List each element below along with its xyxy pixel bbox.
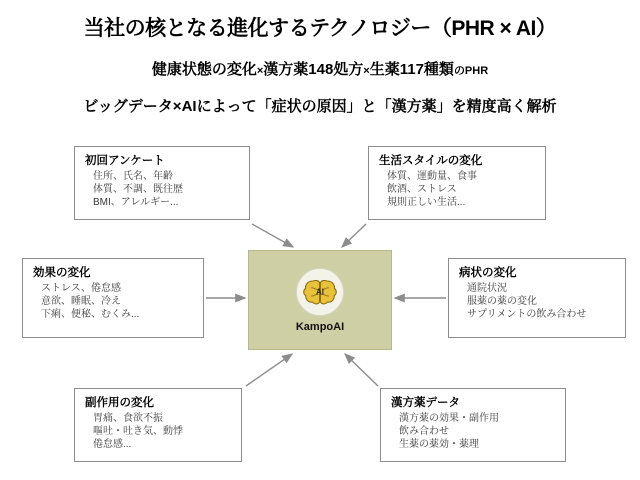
node-line: サプリメントの飲み合わせ — [467, 309, 587, 320]
node-line: 通院状況 — [467, 283, 507, 294]
node-line: 漢方薬の効果・副作用 — [399, 413, 499, 424]
node-title: 生活スタイルの変化 — [379, 155, 483, 167]
subtitle-multiply-2: × — [363, 65, 370, 77]
node-line: 下痢、便秘、むくみ... — [41, 309, 140, 320]
node-line: ストレス、倦怠感 — [41, 283, 121, 294]
node-line: 体質、不調、既往歴 — [93, 184, 183, 195]
arrow-lifestyle-to-center — [342, 224, 366, 247]
node-title: 効果の変化 — [33, 267, 91, 279]
brain-ai-icon — [296, 268, 344, 316]
subtitle-multiply-1: × — [256, 65, 264, 77]
subtitle-part-kampo: 漢方薬148処方 — [263, 61, 364, 78]
node-lifestyle[interactable] — [368, 146, 546, 220]
node-initial-survey[interactable] — [74, 146, 250, 220]
node-line: 意欲、睡眠、冷え — [41, 296, 121, 307]
node-line: 飲み合わせ — [399, 426, 449, 437]
node-title: 漢方薬データ — [391, 397, 460, 409]
subtitle-primary — [0, 58, 640, 79]
subtitle-part-herb: 生薬117種類 — [369, 61, 454, 78]
node-line: 飲酒、ストレス — [387, 184, 457, 195]
node-title: 副作用の変化 — [85, 397, 154, 409]
node-lines — [379, 170, 537, 209]
node-lines — [33, 282, 195, 321]
node-line: BMI、アレルギー... — [93, 197, 179, 208]
subtitle-part-health: 健康状態の変化 — [151, 61, 257, 78]
center-node-kampoai[interactable] — [248, 250, 392, 350]
node-title: 病状の変化 — [459, 267, 517, 279]
node-side-effect[interactable] — [74, 388, 242, 462]
node-lines — [391, 412, 557, 451]
node-line: 住所、氏名、年齢 — [93, 171, 173, 182]
node-effect[interactable] — [22, 258, 204, 338]
node-title: 初回アンケート — [85, 155, 165, 167]
node-line: 服薬の薬の変化 — [467, 296, 537, 307]
node-lines — [459, 282, 617, 321]
node-lines — [85, 412, 233, 451]
node-kampo-data[interactable] — [380, 388, 566, 462]
node-line: 生薬の薬効・薬理 — [399, 439, 479, 450]
subtitle-part-phr: のPHR — [453, 65, 489, 77]
ai-badge-text: AI — [316, 287, 324, 296]
node-line: 胃痛、食欲不振 — [93, 413, 163, 424]
center-node-label: KampoAI — [295, 320, 345, 333]
arrow-initial-survey-to-center — [252, 224, 293, 247]
page-title: 当社の核となる進化するテクノロジー（PHR × AI） — [83, 17, 557, 40]
subtitle-secondary: ビッグデータ×AIによって「症状の原因」と「漢方薬」を精度高く解析 — [83, 98, 557, 115]
node-line: 倦怠感... — [93, 439, 132, 450]
node-line: 嘔吐・吐き気、動悸 — [93, 426, 183, 437]
node-condition[interactable] — [448, 258, 626, 338]
node-lines — [85, 170, 241, 209]
arrow-side-effect-to-center — [246, 354, 292, 386]
node-line: 規則正しい生活... — [387, 197, 466, 208]
arrow-kampo-data-to-center — [345, 354, 378, 386]
node-line: 体質、運動量、食事 — [387, 171, 477, 182]
